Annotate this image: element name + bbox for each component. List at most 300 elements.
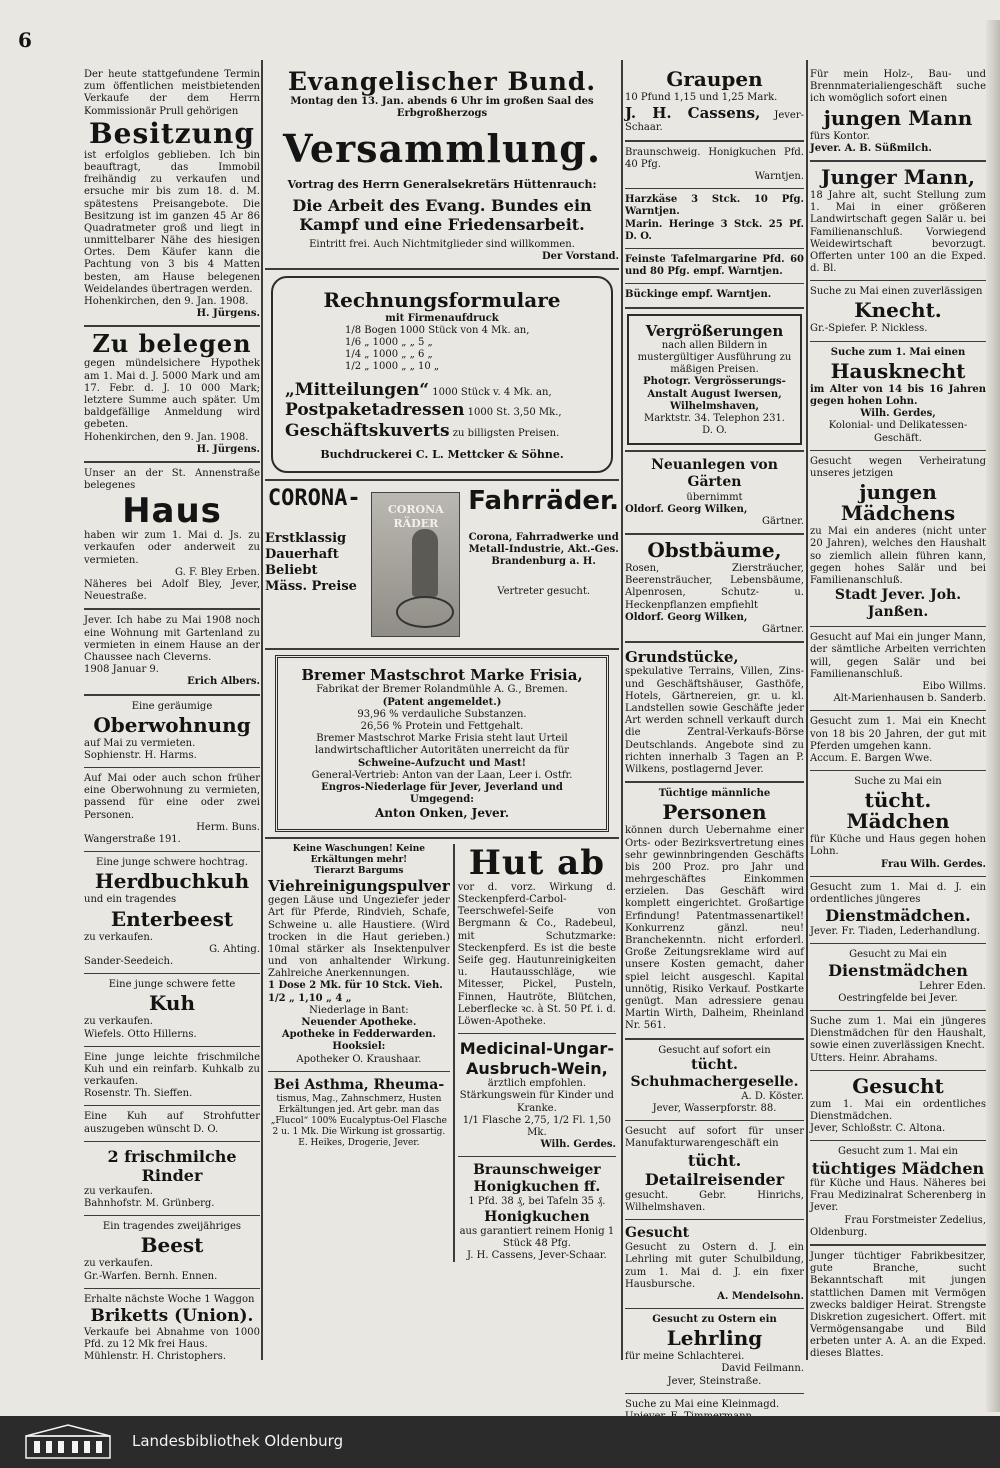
ad-headline: jungen Mädchens (840, 480, 956, 526)
ad-price: 1/1 Flasche 2,75, 1/2 Fl. 1,50 Mk. (462, 1114, 612, 1138)
ad-mai-wohnung (84, 773, 260, 846)
ad-text: Suche zu Mai eine Kleinmagd. (625, 1398, 780, 1410)
rule (625, 307, 804, 309)
ad-headline: Obstbäume, (647, 538, 782, 563)
ad-point: Dauerhaft (265, 546, 339, 562)
ad-text: Erhalte nächste Woche 1 Waggon (84, 1293, 255, 1305)
ad-text: zu verkaufen. (84, 1185, 153, 1197)
ad-text: Gesucht zu Ostern ein (652, 1314, 777, 1326)
ad-briketts (84, 1294, 260, 1363)
ad-dienstmaedchen-1 (810, 882, 986, 938)
ad-text: Gärtner. (762, 515, 804, 527)
ad-headline: Honigkuchen (484, 1208, 590, 1225)
ad-signature: Der Vorstand. (541, 251, 619, 262)
rule (625, 450, 804, 452)
price-line: 1/6 „ 1000 „ „ 5 „ (345, 336, 433, 348)
ad-text: Kolonial- und Delikatessen-Geschäft. (828, 420, 968, 444)
rule (810, 876, 986, 877)
column-1 (84, 66, 260, 1366)
ad-text: Vortrag des Herrn Generalsekretärs Hüttenrauch: (287, 178, 597, 192)
ad-besitzung (84, 69, 260, 320)
ad-oberwohnung (84, 701, 260, 763)
ad-address: Jever, Wasserpforstr. 88. (652, 1103, 777, 1115)
rule (810, 710, 986, 711)
rule (810, 450, 986, 451)
ad-text: Gärtner. (762, 624, 804, 635)
ad-headline: tüchtiges Mädchen (811, 1158, 985, 1178)
ad-price: 1/2 „ 1,10 „ 4 „ (268, 992, 352, 1004)
ad-headline: Besitzung (88, 116, 255, 150)
ad-gaerten (625, 457, 804, 528)
ad-text: Eine junge schwere hochtrag. (96, 857, 248, 869)
ad-signature: Gr.-Spiefer. P. Nickless. (810, 323, 928, 335)
ad-text: und ein tragendes (84, 894, 177, 906)
ad-lehrling-2 (625, 1314, 804, 1388)
ad-text: ist erfolglos geblieben. Ich bin beauftragt, das Immobil freihändig zu verkaufen und ersuche mir bis zum 18. d. M. spätestens Preisangebote. Die Besitzung ist im ganzen 45 Ar 86 Quadratmeter groß und liegt in unmittelbarer Nähe des hiesigen Ortes. Dem Käufer kann die Pachtung von 3 bis 4 Matten besten, am Hause belegenen Weidelandes übertragen werden. (84, 149, 260, 295)
ad-text: (Patent angemeldet.) (382, 696, 502, 708)
ad-signature: Wiefels. Otto Hillerns. (84, 1028, 197, 1040)
ad-address: Alt-Marienhausen b. Sanderb. (833, 693, 986, 705)
ad-headline: Hausknecht (830, 358, 966, 383)
ad-text: zu verkaufen. (84, 931, 153, 943)
product-name: „Mitteilungen“ (285, 379, 430, 400)
ad-text: Bremer Mastschrot Marke Frisia steht laut Urteil landwirtschaftlicher Autoritäten unerreicht da für (314, 733, 570, 757)
ad-headline: Gesucht (852, 1073, 944, 1098)
rule (810, 943, 986, 944)
rule (265, 479, 619, 481)
ad-evangelischer-bund (265, 69, 619, 263)
ad-signature: Sophienstr. H. Harms. (84, 749, 197, 761)
ad-text: Marin. Heringe 3 Stck. 25 Pf. D. O. (625, 218, 804, 242)
ad-heirat (810, 1251, 986, 1361)
ad-price: 1 Pfd. 38 ₰, bei Tafeln 35 ₰. (468, 1196, 606, 1208)
ad-signature: Wilh. Gerdes. (540, 1139, 616, 1151)
ad-knecht (810, 286, 986, 335)
page-number: 6 (18, 28, 32, 52)
ad-price: 1 Dose 2 Mk. für 10 Stck. Vieh. (268, 980, 443, 992)
library-building-icon (22, 1422, 114, 1462)
ad-text: Rosen, Ziersträucher, Beerensträucher, Lebensbäume, Alpenrosen, Schutz- u. Heckenpflanzen empfiehlt (625, 563, 804, 611)
library-footer (0, 1416, 1000, 1468)
page-edge (986, 20, 1000, 1412)
ad-signature: Herm. Buns. (196, 821, 260, 833)
ad-wohnung (84, 615, 260, 688)
ad-text: Tüchtige männliche (658, 788, 771, 800)
rule (84, 694, 260, 696)
ad-text: Verkaufe bei Abnahme von 1000 Pfd. zu 12 Mk frei Haus. (84, 1326, 260, 1350)
ad-vergroesserungen (627, 314, 802, 446)
rule (810, 1244, 986, 1246)
ad-headline: Gesucht (625, 1225, 690, 1242)
ad-text: Niederlage in Bant: (309, 1004, 409, 1016)
ad-headline: Zu belegen (92, 329, 252, 359)
ad-text: Eine Kuh auf Strohfutter auszugeben wünscht D. O. (84, 1111, 260, 1135)
rule (265, 648, 619, 650)
ad-signature: Jever. Fr. Tiaden, Lederhandlung. (810, 925, 981, 937)
ad-text: Gesucht zu Mai ein (849, 948, 947, 960)
bicycle-wheel-icon (396, 596, 454, 628)
ad-signature: H. Jürgens. (196, 443, 260, 455)
ad-text: Gesucht zu Ostern d. J. ein Lehrling mit guter Schulbildung, zum 1. Mai d. J. ein fixer Hausbursche. (625, 1242, 804, 1290)
ad-grundstuecke (625, 648, 804, 776)
col2-lower (265, 844, 619, 1262)
rule (625, 283, 804, 284)
rule (810, 626, 986, 627)
column-3 (625, 66, 804, 1423)
ad-signature: Wilh. Gerdes, (860, 408, 936, 420)
rule (268, 1071, 450, 1072)
corona-left (265, 486, 363, 643)
ad-haus (84, 468, 260, 604)
rule (458, 1033, 616, 1034)
rule (458, 1156, 616, 1157)
ad-text: Fabrikat der Bremer Rolandmühle A. G., Bremen. (316, 684, 568, 696)
ad-text: nach allen Bildern in mustergültiger Ausführung zu mäßigen Preisen. (637, 339, 792, 376)
ad-text: zu verkaufen. (84, 1016, 153, 1028)
ad-text: können durch Uebernahme einer Orts- oder Bezirksvertretung eines sehr gewinnbringenden Geschäfts bis 200 Proz. pro Jahr und mehrgeschäftes Einkommen erzielen. Das Geschäft wird komplett eingerichtet. Großartige Erfindung! Patentmassenartikel! Konkurrenz gänzl. neu! Branchekenntn. nicht erforderl. Große Zeitungsreklame wird auf unsere Kosten gemacht, daher spiel leicht ausgeschl. Kapital unnötig, Risiko Verkauf. Postkarte genügt. Man adressiere genau Martin Wirth, Dalheim, Rheinland Nr. 561. (625, 825, 804, 1032)
ad-text: Eintritt frei. Auch Nichtmitglieder sind willkommen. (309, 238, 575, 250)
ad-signature: E. Heikes, Drogerie, Jever. (298, 1137, 420, 1148)
ad-text: zu Mai ein anderes (nicht unter 20 Jahren), welches den Haushalt so ziemlich allein führen kann, gegen hohes Salär und bei Familienanschluß. (810, 526, 986, 586)
ad-text: auf Mai zu vermieten. (84, 737, 196, 749)
ad-herdbuchkuh (84, 857, 260, 968)
ad-text: für Küche und Haus. Näheres bei Frau Medizinalrat Scherenberg in Jever. (810, 1178, 986, 1214)
column-divider (806, 60, 808, 1360)
ad-address: Sander-Seedeich. (84, 955, 174, 967)
ad-signature: Erich Albers. (187, 676, 260, 688)
rule (84, 608, 260, 610)
rule (625, 1120, 804, 1121)
ad-text: Braunschweig. Honigkuchen Pfd. 40 Pfg. (625, 146, 804, 170)
ad-text: 26,56 % Protein und Fettgehalt. (360, 720, 524, 732)
ad-address: Marktstr. 34. Telephon 231. D. O. (643, 412, 785, 437)
ad-text: Suche zu Mai einen zuverlässigen (810, 286, 983, 298)
ad-headline: Lehrling (666, 1326, 763, 1351)
ad-rechnungsformulare (271, 276, 613, 473)
rule (265, 268, 619, 270)
ad-beest (84, 1221, 260, 1283)
ad-signature: Oldorf. Georg Wilken, (625, 611, 748, 623)
rule (625, 1308, 804, 1309)
column-divider (621, 60, 623, 1360)
ad-signature: Mühlenstr. H. Christophers. (84, 1351, 227, 1363)
ad-text: Suche zum 1. Mai ein jüngeres Dienstmädchen für den Haushalt, sowie einen zuverlässigen Knecht. (810, 1016, 986, 1052)
ad-headline: tücht. Mädchen (846, 788, 950, 834)
ad-text: Gesucht zum 1. Mai ein (838, 1146, 958, 1158)
ad-text: Harzkäse 3 Stck. 10 Pfg. Warntjen. (625, 194, 804, 218)
ad-headline: Dienstmädchen (828, 961, 968, 981)
ad-text: Der heute stattgefundene Termin zum öffentlichen meistbietenden Verkaufe der dem Herrn Kommissionär Prull gehörigen (84, 69, 260, 117)
ad-signature: gesucht. Gebr. Hinrichs, Wilhelmshaven. (625, 1189, 804, 1213)
rule (810, 1010, 986, 1011)
rule (625, 1393, 804, 1394)
rule (84, 1105, 260, 1106)
ad-address: Oestringfelde bei Jever. (838, 992, 958, 1004)
ad-headline: CORONA- (267, 486, 361, 512)
ad-address: Oldenburg. (810, 1226, 868, 1238)
ad-text: Corona, Fahrradwerke und Metall-Industrie, Akt.-Ges. Brandenburg a. H. (468, 531, 619, 568)
rule (625, 188, 804, 189)
ad-text: Engros-Niederlage für Jever, Jeverland und Umgegend: (321, 781, 563, 806)
ad-text: tismus, Mag., Zahnschmerz, Husten Erkältungen jed. Art gebr. man das „Flucol“ 100% Eucalyptus-Oel Flasche 2 u. 1 Mk. Die Wirkung ist grossartig. (270, 1093, 448, 1137)
ad-headline: Grundstücke, (625, 648, 739, 667)
library-label: Landesbibliothek Oldenburg (132, 1432, 344, 1450)
ad-signature: Oldorf. Georg Wilken, (625, 503, 748, 515)
ad-headline: Hut ab (468, 842, 605, 883)
ad-text: Gesucht zum 1. Mai ein Knecht von 18 bis 20 Jahren, der gut mit Pferden umgehen kann. (810, 716, 986, 752)
ad-junger-mann (810, 164, 986, 275)
ad-signature: G. Ahting. (209, 943, 260, 955)
ad-headline: 2 frischmilche Rinder (107, 1146, 237, 1186)
product-price: 1000 Stück v. 4 Mk. an, (432, 386, 552, 398)
ad-address: Jever, Steinstraße. (667, 1375, 762, 1387)
ad-signature: Apotheker O. Kraushaar. (296, 1053, 422, 1065)
rule (625, 248, 804, 249)
ad-signature: Lehrer Eden. (919, 980, 986, 992)
ad-text: übernimmt (686, 491, 743, 503)
price-line: 1/8 Bogen 1000 Stück von 4 Mk. an, (345, 324, 530, 336)
ad-text: 93,96 % verdauliche Substanzen. (357, 708, 527, 720)
ad-text: Gesucht auf sofort für unser Manufakturwarengeschäft ein (625, 1126, 804, 1150)
ad-hut-ab (453, 844, 619, 1262)
product-name: Postpaketadressen (285, 400, 465, 421)
ad-date: 1908 Januar 9. (84, 664, 159, 676)
ad-signature: H. Jürgens. (196, 308, 260, 320)
rule (810, 770, 986, 771)
ad-headline: Die Arbeit des Evang. Bundes ein Kampf und eine Friedensarbeit. (292, 195, 592, 235)
ad-strohfutter (84, 1111, 260, 1135)
ad-corona (265, 486, 619, 643)
ad-text: Montag den 13. Jan. abends 6 Uhr im großen Saal des Erbgroßherzogs (290, 96, 594, 120)
rule (84, 1288, 260, 1289)
ad-text: spekulative Terrains, Villen, Zins- und Geschäftshäuser, Gasthöfe, Hotels, Gärtnereien, gr. u. kl. Landstellen sowie Geschäfte jeder Art werden schnell verkauft durch die Zentral-Verkaufs-Börse Deutschlands. Angebote sind zu richten innerhalb 3 Tagen an P. Wilkens, postlagernd Jever. (625, 666, 804, 775)
ad-headline: Oberwohnung (93, 712, 251, 737)
ad-signature: Gr.-Warfen. Bernh. Ennen. (84, 1270, 218, 1282)
ad-dienstmaedchen-2 (810, 949, 986, 1005)
ad-signature: David Feilmann. (721, 1363, 804, 1375)
ad-kuh (84, 979, 260, 1041)
ad-headline: Haus (122, 491, 222, 532)
ad-headline: Knecht. (854, 298, 942, 323)
ad-dienstmaedchen-3 (810, 1016, 986, 1065)
price-line: 1/2 „ 1000 „ „ 10 „ (345, 361, 440, 373)
ad-signature: A. Mendelsohn. (717, 1290, 804, 1302)
ad-text: gegen mündelsichere Hypothek am 1. Mai d. J. 5000 Mark und am 17. Febr. d. J. 10 000 Mark; letztere Summe auch später. Um baldgefällige Anmeldung wird gebeten. (84, 358, 260, 431)
ad-signature: Frau Forstmeister Zedelius, (844, 1214, 986, 1226)
ad-text: für Küche und Haus gegen hohen Lohn. (810, 834, 986, 858)
ad-text: Suche zum 1. Mai einen (830, 346, 966, 358)
ad-headline: jungen Mann (823, 105, 973, 130)
ad-signature: Jever. A. B. Süßmilch. (810, 142, 932, 154)
rule (625, 1038, 804, 1040)
rule (625, 781, 804, 783)
ad-signature: A. D. Köster. (741, 1090, 804, 1102)
ad-lehrling-1 (625, 1225, 804, 1303)
ad-text: im Alter von 14 bis 16 Jahren gegen hohen Lohn. (810, 383, 986, 407)
ad-headline: Vergrößerungen (645, 321, 784, 340)
ad-rinder (84, 1147, 260, 1210)
ad-signature: Bahnhofstr. M. Grünberg. (84, 1198, 215, 1210)
ad-frisia (275, 655, 609, 832)
ad-text: Junger tüchtiger Fabrikbesitzer, gute Branche, sucht Bekanntschaft mit jungen stattlichen Damen mit Vermögen zwecks baldiger Heirat. Strengste Diskretion zugesichert. Offert. mit Vermögensangabe und Bild erbeten unter A. A. an die Exped. dieses Blattes. (810, 1250, 986, 1360)
ad-headline: Kuh (148, 991, 196, 1016)
ad-point: Mäss. Preise (265, 578, 357, 594)
ad-text: fürs Kontor. (810, 130, 870, 142)
ad-headline: Personen (662, 800, 767, 825)
ad-signature: Jever, Schloßstr. C. Altona. (810, 1123, 946, 1135)
product-price: 1000 St. 3,50 Mk., (467, 407, 562, 419)
ad-text: Tierarzt Bargums (314, 865, 404, 876)
rule (265, 837, 619, 839)
ad-text: Eine geräumige (131, 700, 213, 712)
product-name: Geschäftskuverts (285, 420, 450, 441)
rule (625, 1219, 804, 1220)
ad-text: Keine Waschungen! Keine Erkältungen mehr! (292, 843, 425, 865)
ad-point: Erstklassig (265, 530, 347, 546)
ad-text: Apotheke in Fedderwarden. (281, 1029, 436, 1041)
rule (625, 533, 804, 535)
illustration-caption: CORONA RÄDER (388, 503, 444, 530)
ad-signature: J. H. Cassens, (625, 104, 761, 123)
ad-vieh (265, 844, 453, 1262)
ad-text: Näheres bei Adolf Bley, Jever, Neuestraße. (84, 579, 260, 603)
ad-text: mit Firmenaufdruck (385, 312, 499, 324)
ad-signature: G. F. Bley Erben. (174, 566, 260, 578)
rule (625, 641, 804, 643)
ad-text: zum 1. Mai ein ordentliches Dienstmädchen. (810, 1098, 986, 1122)
ad-text: ärztlich empfohlen. Stärkungswein für Kinder und Kranke. (459, 1078, 614, 1114)
rule (84, 973, 260, 974)
ad-signature: Rosenstr. Th. Sieffen. (84, 1088, 193, 1100)
ad-address: Wangerstraße 191. (84, 834, 181, 845)
ad-text: Hooksiel: (332, 1041, 386, 1053)
ad-schuhmacher (625, 1045, 804, 1116)
price-line: 1/4 „ 1000 „ „ 6 „ (345, 349, 433, 361)
ad-headline: tücht. Detailreisender (644, 1150, 785, 1190)
ad-signature: Accum. E. Bargen Wwe. (810, 752, 933, 764)
ad-headline: Medicinal-Ungar-Ausbruch-Wein, (459, 1039, 614, 1078)
rule (84, 461, 260, 463)
ad-headline: Enterbeest (110, 906, 234, 931)
ad-text: Feinste Tafelmargarine Pfd. 60 und 80 Pfg. empf. Warntjen. (625, 253, 804, 278)
rule (810, 280, 986, 281)
woman-figure-icon (412, 529, 438, 597)
ad-text: Ein tragendes zweijähriges (102, 1221, 242, 1233)
ad-text: General-Vertrieb: Anton van der Laan, Leer i. Ostfr. (311, 769, 573, 781)
ad-text: Für mein Holz-, Bau- und Brennmaterialiengeschäft suche ich womöglich sofort einen (810, 69, 986, 105)
rule (84, 1046, 260, 1047)
rule (84, 767, 260, 768)
rule (810, 1070, 986, 1071)
ad-text: 10 Pfund 1,15 und 1,25 Mark. (625, 92, 778, 103)
ad-text: Unser an der St. Annenstraße belegenes (84, 467, 260, 492)
rule (84, 1141, 260, 1142)
ad-text: Eine junge schwere fette (108, 979, 236, 991)
ad-headline: Bei Asthma, Rheuma- (273, 1076, 445, 1093)
ad-headline: Braunschweiger Honigkuchen ff. (473, 1162, 601, 1196)
ad-date: Hohenkirchen, den 9. Jan. 1908. (84, 431, 249, 443)
ad-point: Beliebt (265, 562, 318, 578)
ad-text: Gesucht zum 1. Mai d. J. ein ordentliches jüngeres (810, 881, 986, 906)
ad-signature: Anton Onken, Jever. (374, 806, 509, 821)
ad-text: Neuender Apotheke. (301, 1017, 417, 1028)
ad-signature: Frau Wilh. Gerdes. (881, 858, 986, 870)
column-2 (265, 66, 619, 1262)
ad-headline: Neuanlegen von Gärten (651, 457, 778, 491)
ad-headline: Versammlung. (282, 126, 602, 172)
ad-personen (625, 788, 804, 1032)
ad-headline: Bremer Mastschrot Marke Frisia, (301, 666, 583, 685)
corona-right (468, 486, 619, 643)
ad-graupen (625, 69, 804, 135)
ad-text: Gesucht auf Mai ein junger Mann, der sämtliche Arbeiten verrichten will, gegen Salär und bei Familienanschluß. (810, 632, 986, 680)
ad-text: Suche zu Mai ein (854, 776, 942, 788)
corona-illustration (371, 492, 460, 637)
ad-signature: Eibo Willms. (922, 680, 986, 692)
ad-headline: Fahrräder. (468, 486, 619, 517)
ad-headline: Herdbuchkuh (94, 869, 250, 894)
ad-junger-mann-2 (810, 632, 986, 705)
rule (84, 325, 260, 327)
ad-text: Schweine-Aufzucht und Mast! (357, 757, 527, 769)
ad-holz (810, 69, 986, 155)
ad-headline: tücht. Schuhmachergeselle. (630, 1056, 799, 1090)
ad-text: 18 Jahre alt, sucht Stellung zum 1. Mai in einer größeren Landwirtschaft gegen Salär u. bei Familienanschluß. Vorwiegend Weidewirtschaft bevorzugt. Offerten unter 100 an die Exped. d. Bl. (810, 189, 986, 275)
ad-text: Gesucht auf sofort ein (658, 1044, 771, 1056)
ad-signature: Buchdruckerei C. L. Mettcker & Söhne. (320, 447, 564, 461)
ad-jungen-maedchens (810, 456, 986, 621)
ad-headline: Viehreinigungspulver (268, 876, 450, 895)
ad-headline: Dienstmädchen. (825, 906, 971, 926)
ad-kuhkalb (84, 1052, 260, 1101)
ad-tuechtiges-maedchen (810, 1146, 986, 1239)
ad-text: zu verkaufen. (84, 1258, 153, 1270)
ad-text: gegen Läuse und Ungeziefer jeder Art für Pferde, Rindvieh, Schafe, Schweine u. alle Haustiere. (Wird trocken in die Haut gerieben.) 10mal stärker als Insektenpulver und von anhaltender Wirkung. Zahlreiche Anerkennungen. (268, 895, 450, 980)
ad-text: vor d. vorz. Wirkung d. Steckenpferd-Carbol-Teerschwefel-Seife von Bergmann & Co., Radebeul, mit Schutzmarke: Steckenpferd. Es ist die beste Seife geg. Hautunreinigkeiten u. Hautausschläge, wie Mitesser, Pickel, Pusteln, Finnen, Hautröte, Blütchen, Leberflecke ꝛc. à St. 50 Pf. i. d. Löwen-Apotheke. (457, 881, 616, 1027)
ad-headline: Evangelischer Bund. (287, 67, 597, 96)
ad-detailreisender (625, 1126, 804, 1214)
ad-text: Jever. Ich habe zu Mai 1908 noch eine Wohnung mit Gartenland zu vermieten in einem Hause an der Chaussee nach Cleverns. (84, 615, 260, 663)
ad-text: haben wir zum 1. Mai d. Js. zu verkaufen oder anderweit zu vermieten. (84, 530, 260, 566)
ad-signature: J. H. Cassens, Jever-Schaar. (467, 1250, 607, 1262)
rule (84, 1215, 260, 1216)
ad-date: Hohenkirchen, den 9. Jan. 1908. (84, 296, 249, 307)
column-divider (261, 60, 263, 1360)
ad-headline: Graupen (666, 67, 763, 91)
ad-address: Jever-Schaar. (625, 110, 804, 134)
ad-signature: Stadt Jever. Joh. Janßen. (834, 587, 962, 621)
ad-signature: Warntjen. (754, 171, 804, 183)
ad-text: für meine Schlachterei. (625, 1351, 745, 1363)
ad-headline: Rechnungsformulare (323, 288, 561, 313)
ad-hausknecht (810, 347, 986, 445)
ad-knecht-2 (810, 716, 986, 765)
ad-headline: Junger Mann, (821, 164, 975, 189)
ad-text: Gesucht wegen Verheiratung unseres jetzigen (810, 455, 986, 479)
rule (810, 160, 986, 162)
rule (810, 1140, 986, 1141)
ad-signature: Photogr. Vergrösserungs-Anstalt August Iwersen, Wilhelmshaven, (643, 376, 786, 412)
ad-zu-belegen (84, 329, 260, 456)
ad-text: Vertreter gesucht. (497, 586, 591, 598)
ad-headline: Beest (140, 1233, 204, 1258)
ad-gesucht (810, 1073, 986, 1136)
ad-signature: Utters. Heinr. Abrahams. (810, 1052, 938, 1064)
product-price: zu billigsten Preisen. (452, 427, 560, 439)
rule (84, 851, 260, 852)
ad-obstbaeume (625, 540, 804, 636)
rule (810, 341, 986, 342)
